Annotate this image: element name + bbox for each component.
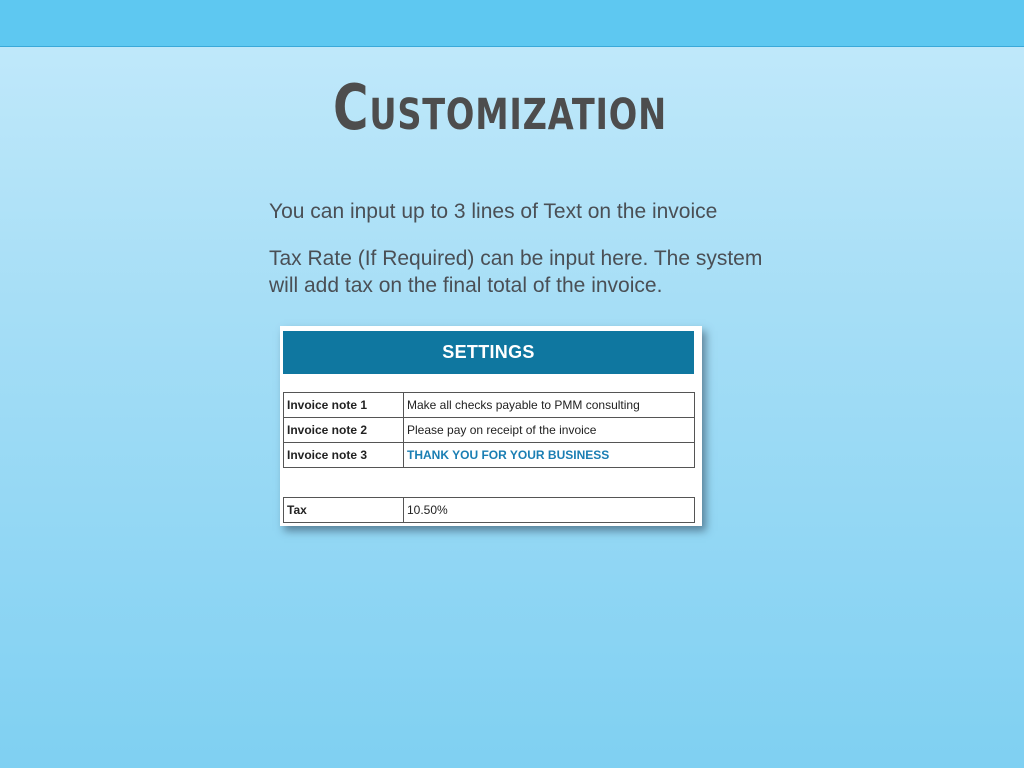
invoice-note-1-value: Make all checks payable to PMM consulting [404,393,695,418]
table-row [284,443,695,468]
invoice-note-3-value: THANK YOU FOR YOUR BUSINESS [404,443,695,468]
invoice-notes-table [283,392,695,468]
table-row [284,393,695,418]
top-bar [0,0,1024,47]
settings-header: SETTINGS [283,331,694,374]
description-text-2: Tax Rate (If Required) can be input here. The system will add tax on the final total of the invoice. [269,247,763,297]
invoice-note-3-label: Invoice note 3 [284,443,404,468]
tax-label: Tax [284,498,404,523]
invoice-note-2-label: Invoice note 2 [284,418,404,443]
invoice-note-2-value: Please pay on receipt of the invoice [404,418,695,443]
table-row [284,418,695,443]
description-text-1: You can input up to 3 lines of Text on the invoice [269,200,718,223]
settings-screenshot [280,326,702,526]
tax-value: 10.50% [404,498,695,523]
invoice-note-1-label: Invoice note 1 [284,393,404,418]
tax-table [283,497,695,523]
table-row [284,498,695,523]
slide-title: Customization [333,71,667,144]
